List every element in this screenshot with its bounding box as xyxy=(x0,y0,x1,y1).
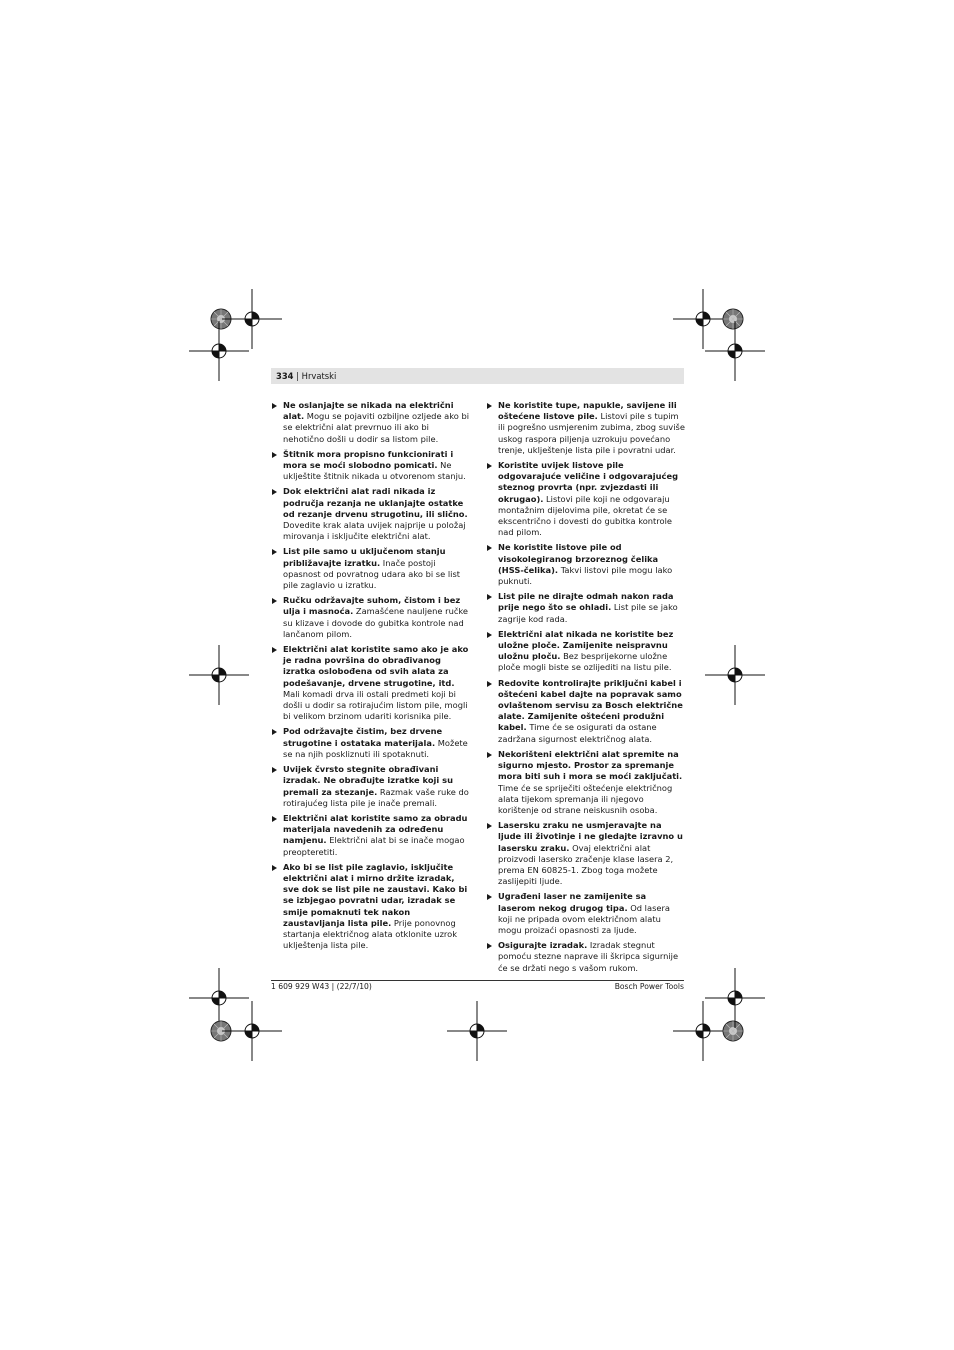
list-item xyxy=(271,449,471,483)
item-text: List pile se jako zagrije kod rada. xyxy=(498,602,678,624)
list-item xyxy=(271,595,471,640)
list-item xyxy=(271,644,471,722)
item-bold: Električni alat koristite samo za obradu materijala navedenih za određenu namjenu. xyxy=(283,812,468,846)
item-bold: List pile samo u uključenom stanju približavajte izratku. xyxy=(283,546,446,568)
page-header xyxy=(271,368,684,384)
list-item xyxy=(271,726,471,760)
list-item xyxy=(486,591,686,625)
item-text: Ne uklještite štitnik nikada u otvorenom stanju. xyxy=(283,460,466,482)
item-bold: Ne koristite listove pile od visokolegiranog brzoreznog čelika (HSS-čelika). xyxy=(498,542,659,575)
footer-brand: Bosch Power Tools xyxy=(614,982,684,991)
item-bold: Ako bi se list pile zaglavio, isključite električni alat i mirno držite izradak, sve dok se list pile ne zaustavi. Kako bi se izbjegao povratni udar, izradak se smije pomaknuti tek nakon zaustavljanja lista pile. xyxy=(283,861,468,928)
bullet-triangle-icon xyxy=(272,767,277,773)
item-text: Razmak vaše ruke do rotirajućeg lista pile je inače premali. xyxy=(283,786,469,808)
item-bold: Lasersku zraku ne usmjeravajte na ljude ili životinje i ne gledajte izravno u lasersku zraku. xyxy=(498,820,683,853)
bullet-triangle-icon xyxy=(487,403,492,409)
item-text: Takvi listovi pile mogu lako puknuti. xyxy=(498,564,673,587)
item-bold: Ne oslanjajte se nikada na električni alat. xyxy=(283,400,454,422)
item-text: Možete se na njih poskliznuti ili spotaknuti. xyxy=(283,737,468,759)
bullet-triangle-icon xyxy=(487,681,492,687)
list-item xyxy=(271,862,471,952)
list-item xyxy=(486,629,686,674)
item-bold: Koristite uvijek listove pile odgovarajuće veličine i odgovarajućeg steznog provrta (npr. zvjezdasti ili okrugao). xyxy=(498,460,679,504)
item-bold: List pile ne dirajte odmah nakon rada prije nego što se ohladi. xyxy=(498,591,674,613)
item-bold: Nekorišteni električni alat spremite na sigurno mjesto. Prostor za spremanje mora biti suh i mora se moći zaključati. xyxy=(498,748,683,782)
bullet-triangle-icon xyxy=(487,463,492,469)
list-item xyxy=(271,813,471,858)
item-bold: Redovite kontrolirajte priključni kabel i oštećeni kabel dajte na popravak samo ovlaštenom servisu za Bosch električne alate. Zamijenite oštećeni produžni kabel. xyxy=(498,677,683,733)
list-item xyxy=(486,400,686,456)
item-text: Inače postoji opasnost od povratnog udara ako bi se list pile zaglavio u izratku. xyxy=(283,557,461,591)
list-item xyxy=(271,400,471,445)
registration-crosshair-icon xyxy=(222,1001,282,1061)
bullet-triangle-icon xyxy=(487,594,492,600)
item-text: Bez besprijekorne uložne ploče mogli biste se ozlijediti na listu pile. xyxy=(498,651,672,673)
bullet-triangle-icon xyxy=(272,816,277,822)
item-bold: Uvijek čvrsto stegnite obrađivani izradak. Ne obrađujte izratke koji su premali za stezanje. xyxy=(283,764,453,797)
bullet-triangle-icon xyxy=(272,403,277,409)
list-item xyxy=(486,820,686,887)
list-item xyxy=(486,678,686,745)
bullet-triangle-icon xyxy=(272,598,277,604)
header-separator: | xyxy=(296,371,299,381)
bullet-triangle-icon xyxy=(272,729,277,735)
list-item xyxy=(486,542,686,587)
registration-crosshair-icon xyxy=(705,968,765,1028)
item-bold: Osigurajte izradak. xyxy=(498,940,588,951)
bullet-triangle-icon xyxy=(487,752,492,758)
item-bold: Električni alat nikada ne koristite bez uložne ploče. Zamijenite neispravnu uložnu ploču. xyxy=(498,628,674,662)
bullet-triangle-icon xyxy=(272,865,277,871)
item-text: Dovedite krak alata uvijek najprije u položaj mirovanja i isključite električni alat. xyxy=(283,520,466,542)
item-text: Prije ponovnog startanja električnog alata otklonite uzrok uklještenja lista pile. xyxy=(283,917,458,951)
item-text: Ovaj električni alat proizvodi lasersko zračenje klase lasera 2, prema EN 60825-1. Zbog toga možete zaslijepiti ljude. xyxy=(498,842,674,887)
left-column xyxy=(271,400,471,955)
header-language: Hrvatski xyxy=(301,371,337,381)
registration-crosshair-icon xyxy=(189,321,249,381)
list-item xyxy=(271,486,471,542)
bullet-triangle-icon xyxy=(272,549,277,555)
bullet-triangle-icon xyxy=(272,647,277,653)
footer-document-code: 1 609 929 W43 | (22/7/10) xyxy=(271,982,372,991)
item-bold: Dok električni alat radi nikada iz područja rezanja ne uklanjajte ostatke od rezanje drvenu strugotinu, ili slično. xyxy=(283,486,468,519)
registration-crosshair-icon xyxy=(705,321,765,381)
item-text: Time će se spriječiti oštećenje električnog alata tijekom spremanja ili njegovo korištenje od strane neiskusnih osoba. xyxy=(498,782,673,815)
bullet-triangle-icon xyxy=(487,943,492,949)
item-text: Listovi pile s tupim ili pogrešno usmjerenim zubima, zbog suviše uskog raspora piljenja uzrokuju povećano trenje, uklještenje lista pile i povratni udar. xyxy=(498,411,685,455)
list-item xyxy=(486,460,686,538)
bullet-triangle-icon xyxy=(272,452,277,458)
registration-crosshair-icon xyxy=(705,645,765,705)
right-column xyxy=(486,400,686,978)
item-bold: Štitnik mora propisno funkcionirati i mora se moći slobodno pomicati. xyxy=(283,448,454,471)
bullet-triangle-icon xyxy=(487,894,492,900)
item-text: Električni alat bi se inače mogao preopteretiti. xyxy=(283,835,465,857)
list-item xyxy=(486,940,686,974)
item-bold: Pod održavajte čistim, bez drvene strugotine i ostataka materijala. xyxy=(283,726,443,748)
item-bold: Ugrađeni laser ne zamijenite sa laserom nekog drugog tipa. xyxy=(498,891,647,913)
list-item xyxy=(486,749,686,816)
item-bold: Električni alat koristite samo ako je ako je radna površina do obrađivanog izratka oslobođena od svih alata za podešavanje, drvene strugotine, itd. xyxy=(283,644,469,688)
footer-divider xyxy=(271,980,684,981)
list-item xyxy=(271,764,471,809)
page-number: 334 xyxy=(276,371,294,381)
list-item xyxy=(271,546,471,591)
item-text: Listovi pile koji ne odgovaraju montažnim dijelovima pile, okretat će se ekscentrično i dovesti do gubitka kontrole nad pilom. xyxy=(498,493,672,538)
item-text: Mali komadi drva ili ostali predmeti koji bi došli u dodir sa rotirajućim listom pile, mogli bi velikom brzinom udariti korisnika pile. xyxy=(283,688,468,722)
item-text: Time će se osigurati da ostane zadržana sigurnost električnog alata. xyxy=(498,722,657,744)
item-text: Izradak stegnut pomoću stezne naprave ili škripca sigurnije će se držati nego s vašom rukom. xyxy=(498,940,679,973)
item-text: Zamašćene nauljene ručke su klizave i dovode do gubitka kontrole nad lančanom pilom. xyxy=(283,606,469,639)
item-bold: Ručku održavajte suhom, čistom i bez ulja i masnoća. xyxy=(283,595,461,617)
registration-crosshair-icon xyxy=(189,645,249,705)
bullet-triangle-icon xyxy=(487,632,492,638)
bullet-triangle-icon xyxy=(487,823,492,829)
item-text: Mogu se pojaviti ozbiljne ozljede ako bi se električni alat prevrnuo ili ako bi nehotično došli u dodir sa listom pile. xyxy=(283,411,470,444)
registration-crosshair-icon xyxy=(447,1001,507,1061)
bullet-triangle-icon xyxy=(487,545,492,551)
item-text: Od lasera koji ne pripada ovom električnom alatu mogu proizaći opasnosti za ljude. xyxy=(498,902,670,935)
item-bold: Ne koristite tupe, napukle, savijene ili oštećene listove pile. xyxy=(498,400,677,422)
list-item xyxy=(486,891,686,936)
bullet-triangle-icon xyxy=(272,489,277,495)
